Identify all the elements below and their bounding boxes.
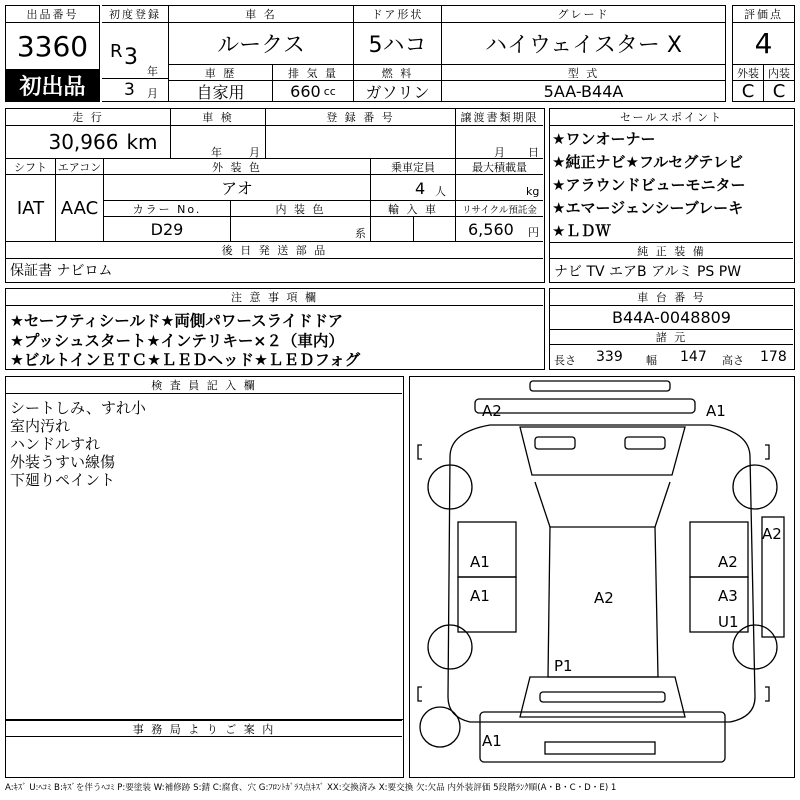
inspector-line: ハンドルすれ <box>10 435 101 453</box>
sales-points-section <box>549 108 795 283</box>
load-unit: kg <box>526 185 540 198</box>
width: 147 <box>680 349 707 365</box>
load-label: 最大積載量 <box>456 159 543 175</box>
colorno-label: カラー No. <box>104 201 231 217</box>
reg-label: 初度登録 <box>102 5 169 23</box>
inspector-line: シートしみ、すれ小 <box>10 399 146 417</box>
recycle-cell <box>456 217 543 242</box>
transfer-day-unit: 日 <box>528 146 539 159</box>
transfer-month-unit: 月 <box>494 146 505 159</box>
sales-label: セールスポイント <box>550 109 793 126</box>
seats-cell <box>371 175 456 201</box>
height: 178 <box>760 349 787 365</box>
damage-front-right: A1 <box>706 402 726 420</box>
lot-label: 出品番号 <box>5 5 100 23</box>
later-parts: 保証書 ナビロム <box>10 263 113 279</box>
damage-left-front-door: A1 <box>470 553 490 571</box>
plate-value <box>266 126 456 159</box>
car-diagram <box>409 376 795 778</box>
ac-label: エアコン <box>56 159 104 175</box>
grade: ハイウェイスター X <box>442 23 726 65</box>
mileage: 30,966 <box>48 130 119 154</box>
mileage-label: 走 行 <box>6 109 171 126</box>
int-grade: C <box>764 81 795 102</box>
year-unit: 年 <box>147 65 158 78</box>
displacement: 660 <box>290 81 321 101</box>
damage-right-rear-door-2: U1 <box>718 613 739 631</box>
length: 339 <box>596 349 623 365</box>
sales-item: ★ワンオーナー <box>552 130 656 148</box>
shaken-cell <box>171 126 266 159</box>
color-number: D29 <box>104 217 231 242</box>
load-cell <box>456 175 543 201</box>
seats: 4 <box>415 179 426 198</box>
import-value <box>371 217 414 242</box>
disp-cell <box>273 81 354 102</box>
damage-right-front-door: A2 <box>718 553 738 571</box>
notes-label: 注 意 事 項 欄 <box>6 289 543 306</box>
seats-unit: 人 <box>435 185 446 198</box>
legend: A:ｷｽﾞ U:ﾍｺﾐ B:ｷｽﾞを伴うﾍｺﾐ P:要塗装 W:補修跡 S:錆 C:腐食、穴 G:ﾌﾛﾝﾄｶﾞﾗｽ点ｷｽﾞ XX:交換済み X:要交換 欠:欠品 内外装評価 5段階ﾗﾝｸ順(A・B・C・D・E) 1 <box>5 783 617 793</box>
import-value2 <box>414 217 456 242</box>
reg-month: 3 <box>124 80 135 100</box>
office-label: 事 務 局 よ り ご 案 内 <box>6 720 402 737</box>
damage-rear: P1 <box>554 657 573 675</box>
chassis-label: 車 台 番 号 <box>550 289 793 306</box>
recycle-fee: 6,560 <box>468 220 514 239</box>
sales-item: ★純正ナビ★フルセグテレビ <box>552 153 743 171</box>
notes-section <box>5 288 545 370</box>
month-unit: 月 <box>147 87 158 100</box>
import-label: 輸 入 車 <box>371 201 456 217</box>
door-label: ドア形状 <box>354 5 442 23</box>
model-code: 5AA-B44A <box>442 81 726 102</box>
length-label: 長さ <box>554 354 576 367</box>
seats-label: 乗車定員 <box>371 159 456 175</box>
body-color: アオ <box>104 175 371 201</box>
intcolor-unit: 系 <box>355 227 366 240</box>
grade-label: グレード <box>442 5 726 23</box>
name-label: 車 名 <box>169 5 354 23</box>
recycle-label: リサイクル預託金 <box>456 201 543 217</box>
disp-label: 排 気 量 <box>273 65 354 81</box>
inspector-line: 室内汚れ <box>10 417 71 435</box>
inspector-section <box>5 376 404 720</box>
door-type: 5ハコ <box>354 23 442 65</box>
int-label: 内装 <box>764 65 795 81</box>
damage-right-rear-door: A3 <box>718 587 738 605</box>
height-label: 高さ <box>722 354 744 367</box>
ext-grade: C <box>732 81 764 102</box>
reg-year-cell <box>102 23 169 79</box>
inspector-line: 外装うすい線傷 <box>10 453 116 471</box>
shaken-year-unit: 年 <box>211 146 222 159</box>
ext-label: 外装 <box>732 65 764 81</box>
history-label: 車 歴 <box>169 65 273 81</box>
score: 4 <box>732 23 795 65</box>
note-line: ★プッシュスタート★インテリキー×２（車内） <box>10 332 344 350</box>
mileage-unit: km <box>126 130 158 154</box>
recycle-unit: 円 <box>528 226 539 239</box>
equipment: ナビ TV エアB アルミ PS PW <box>554 264 742 280</box>
vehicle-details-section <box>5 108 545 283</box>
sales-item: ★ＬＤＷ <box>552 222 611 240</box>
equipment-label: 純 正 装 備 <box>550 242 793 259</box>
office-section <box>5 720 404 778</box>
damage-front-left: A2 <box>482 402 502 420</box>
fuel: ガソリン <box>354 81 442 102</box>
plate-label: 登 録 番 号 <box>266 109 456 126</box>
car-outline-diagram <box>410 377 793 776</box>
mileage-cell <box>6 126 171 159</box>
note-line: ★セーフティシールド★両側パワースライドドア <box>10 312 344 330</box>
shaken-label: 車 検 <box>171 109 266 126</box>
dims-row <box>550 347 793 369</box>
transfer-label: 譲渡書類期限 <box>456 109 543 126</box>
width-label: 幅 <box>646 354 657 367</box>
shaken-month-unit: 月 <box>249 146 260 159</box>
damage-right-side: A2 <box>762 525 782 543</box>
color-label: 外 装 色 <box>104 159 371 175</box>
damage-left-rear-door: A1 <box>470 587 490 605</box>
shift-label: シフト <box>6 159 56 175</box>
damage-rear-bumper: A1 <box>482 732 502 750</box>
first-listing-badge: 初出品 <box>5 69 100 102</box>
disp-unit: cc <box>323 84 336 98</box>
dims-label: 諸 元 <box>550 330 793 345</box>
damage-roof: A2 <box>594 589 614 607</box>
reg-year: 3 <box>124 45 138 70</box>
top-section <box>5 5 795 102</box>
intcolor-label: 内 装 色 <box>231 201 371 217</box>
model-label: 型 式 <box>442 65 726 81</box>
history: 自家用 <box>169 81 273 102</box>
car-name: ルークス <box>169 23 354 65</box>
ac: AAC <box>56 175 104 242</box>
inspector-line: 下廻りペイント <box>10 471 116 489</box>
reg-era: R <box>110 41 123 62</box>
sales-item: ★エマージェンシーブレーキ <box>552 199 744 217</box>
note-line: ★ビルトインＥＴＣ★ＬＥＤヘッド★ＬＥＤフォグ <box>10 351 361 369</box>
transfer-cell <box>456 126 543 159</box>
chassis-section <box>549 288 795 370</box>
lot-number: 3360 <box>5 23 100 69</box>
sales-item: ★アラウンドビューモニター <box>552 176 746 194</box>
shift: IAT <box>6 175 56 242</box>
chassis-number: B44A-0048809 <box>550 306 793 330</box>
intcolor-cell <box>231 217 371 242</box>
score-label: 評価点 <box>732 5 795 23</box>
fuel-label: 燃 料 <box>354 65 442 81</box>
inspector-label: 検 査 員 記 入 欄 <box>6 377 402 394</box>
later-label: 後 日 発 送 部 品 <box>6 242 543 259</box>
reg-month-cell <box>102 79 169 102</box>
